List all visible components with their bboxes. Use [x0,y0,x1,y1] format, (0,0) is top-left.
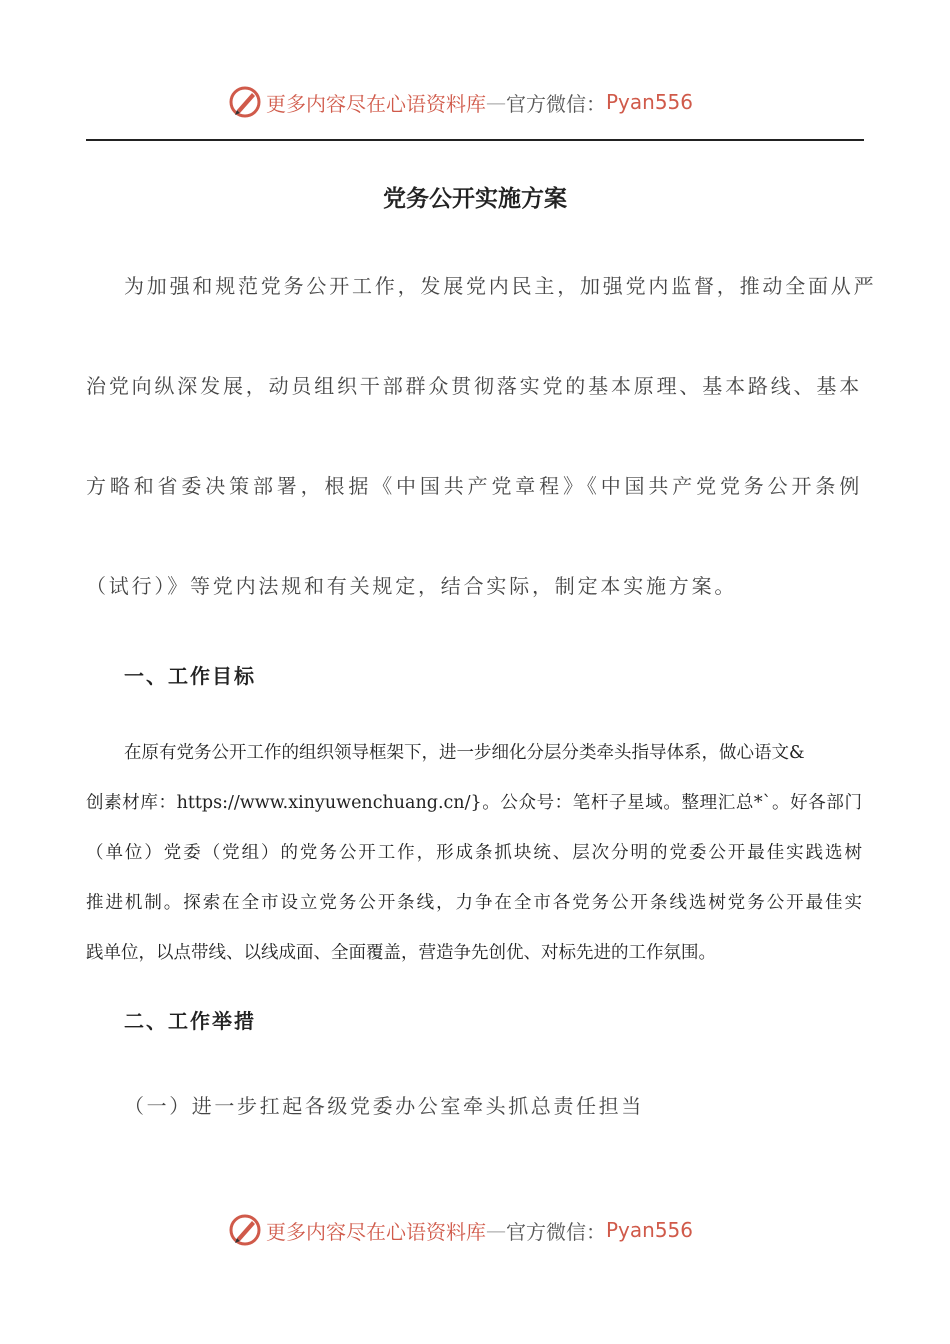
header-banner [0,82,950,122]
banner-wechat-id: Pyan556 [606,90,694,114]
goals-paragraph [86,728,862,978]
intro-paragraph [86,266,877,666]
banner-wechat-label: 官方微信： [506,1219,606,1244]
goals-line: （单位）党委（党组）的党务公开工作，形成条抓块统、层次分明的党委公开最佳实践选树 [86,843,862,863]
pen-logo-icon [228,85,262,119]
banner-dash: — [486,90,506,114]
intro-line: 为加强和规范党务公开工作，发展党内民主，加强党内监督，推动全面从严 [124,274,877,298]
section-heading-goals: 一、工作目标 [124,664,256,688]
intro-line: （试行）》等党内法规和有关规定，结合实际，制定本实施方案。 [86,574,738,598]
goals-line: 创素材库：https://www.xinyuwenchuang.cn/}。公众号：笔杆子星域。整理汇总*`。好各部门 [86,793,862,813]
banner-wechat-label: 官方微信： [506,91,606,116]
footer-banner [0,1210,950,1250]
goals-line: 在原有党务公开工作的组织领导框架下，进一步细化分层分类牵头指导体系，做心语文& [124,743,805,763]
goals-line: 践单位，以点带线、以线成面、全面覆盖，营造争先创优、对标先进的工作氛围。 [86,943,716,963]
banner-brand-text: 更多内容尽在心语资料库 [266,91,486,116]
intro-line: 治党向纵深发展，动员组织干部群众贯彻落实党的基本原理、基本路线、基本 [86,374,862,398]
intro-line: 方略和省委决策部署，根据《中国共产党章程》《中国共产党党务公开条例 [86,474,862,498]
subsection-heading: （一）进一步扛起各级党委办公室牵头抓总责任担当 [124,1094,644,1118]
header-rule [86,139,864,141]
pen-logo-icon [228,1213,262,1247]
banner-dash: — [486,1218,506,1242]
goals-line: 推进机制。探索在全市设立党务公开条线，力争在全市各党务公开条线选树党务公开最佳实 [86,893,862,913]
section-heading-measures: 二、工作举措 [124,1009,256,1033]
banner-wechat-id: Pyan556 [606,1218,694,1242]
document-title: 党务公开实施方案 [383,186,567,212]
banner-brand-text: 更多内容尽在心语资料库 [266,1219,486,1244]
